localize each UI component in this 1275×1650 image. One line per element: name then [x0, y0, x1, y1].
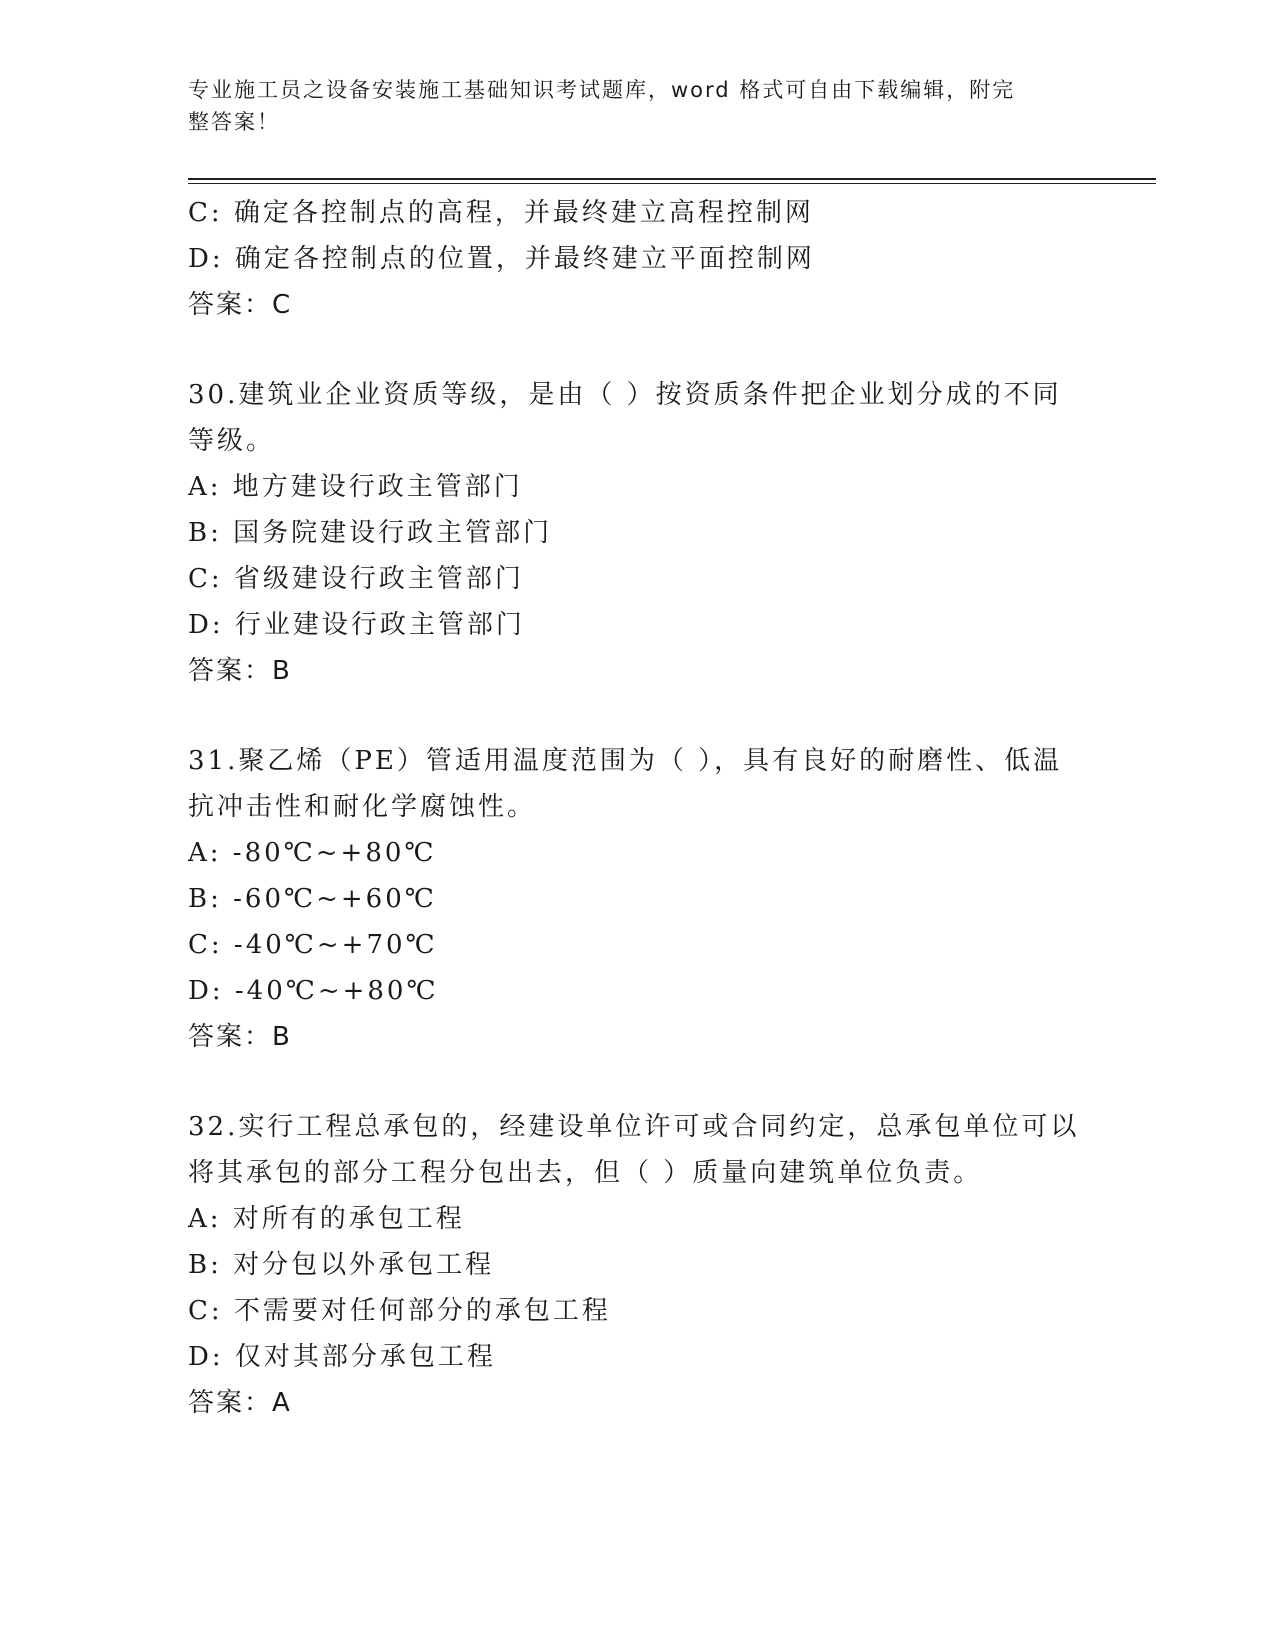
question-stem: 31.聚乙烯（PE）管适用温度范围为（ ），具有良好的耐磨性、低温: [188, 746, 1063, 776]
question-stem: 32.实行工程总承包的，经建设单位许可或合同约定，总承包单位可以: [188, 1112, 1080, 1142]
option-a: A: 地方建设行政主管部门: [188, 472, 523, 502]
document-body: [188, 190, 1088, 1426]
option-c: C: -40℃~+70℃: [188, 930, 438, 960]
answer-line: 答案：A: [188, 1388, 292, 1418]
answer-line: 答案：C: [188, 290, 293, 320]
question-stem-continued: 等级。: [188, 426, 276, 456]
answer-line: 答案：B: [188, 656, 292, 686]
option-b: B: 国务院建设行政主管部门: [188, 518, 553, 548]
question-stem-continued: 将其承包的部分工程分包出去，但（ ）质量向建筑单位负责。: [188, 1158, 983, 1188]
option-d: D: -40℃~+80℃: [188, 976, 439, 1006]
option-b: B: 对分包以外承包工程: [188, 1250, 495, 1280]
page-header: [188, 74, 1068, 138]
option-d: D: 确定各控制点的位置，并最终建立平面控制网: [188, 244, 815, 274]
question-block-32: [188, 1104, 1088, 1426]
header-title-line-1: 专业施工员之设备安装施工基础知识考试题库，word 格式可自由下载编辑，附完: [188, 78, 1016, 102]
header-divider: [188, 178, 1156, 180]
option-b: B: -60℃~+60℃: [188, 884, 437, 914]
question-stem: 30.建筑业企业资质等级，是由（ ）按资质条件把企业划分成的不同: [188, 380, 1062, 410]
header-divider-thin: [188, 183, 1156, 184]
question-block-30: [188, 372, 1088, 694]
option-c: C: 省级建设行政主管部门: [188, 564, 524, 594]
question-block-31: [188, 738, 1088, 1060]
option-c: C: 不需要对任何部分的承包工程: [188, 1296, 611, 1326]
header-title-line-2: 整答案！: [188, 110, 280, 134]
option-d: D: 仅对其部分承包工程: [188, 1342, 496, 1372]
option-d: D: 行业建设行政主管部门: [188, 610, 525, 640]
option-c: C: 确定各控制点的高程，并最终建立高程控制网: [188, 198, 814, 228]
option-a: A: 对所有的承包工程: [188, 1204, 465, 1234]
question-block-partial: [188, 190, 1088, 328]
option-a: A: -80℃~+80℃: [188, 838, 437, 868]
answer-line: 答案：B: [188, 1022, 292, 1052]
question-stem-continued: 抗冲击性和耐化学腐蚀性。: [188, 792, 537, 822]
